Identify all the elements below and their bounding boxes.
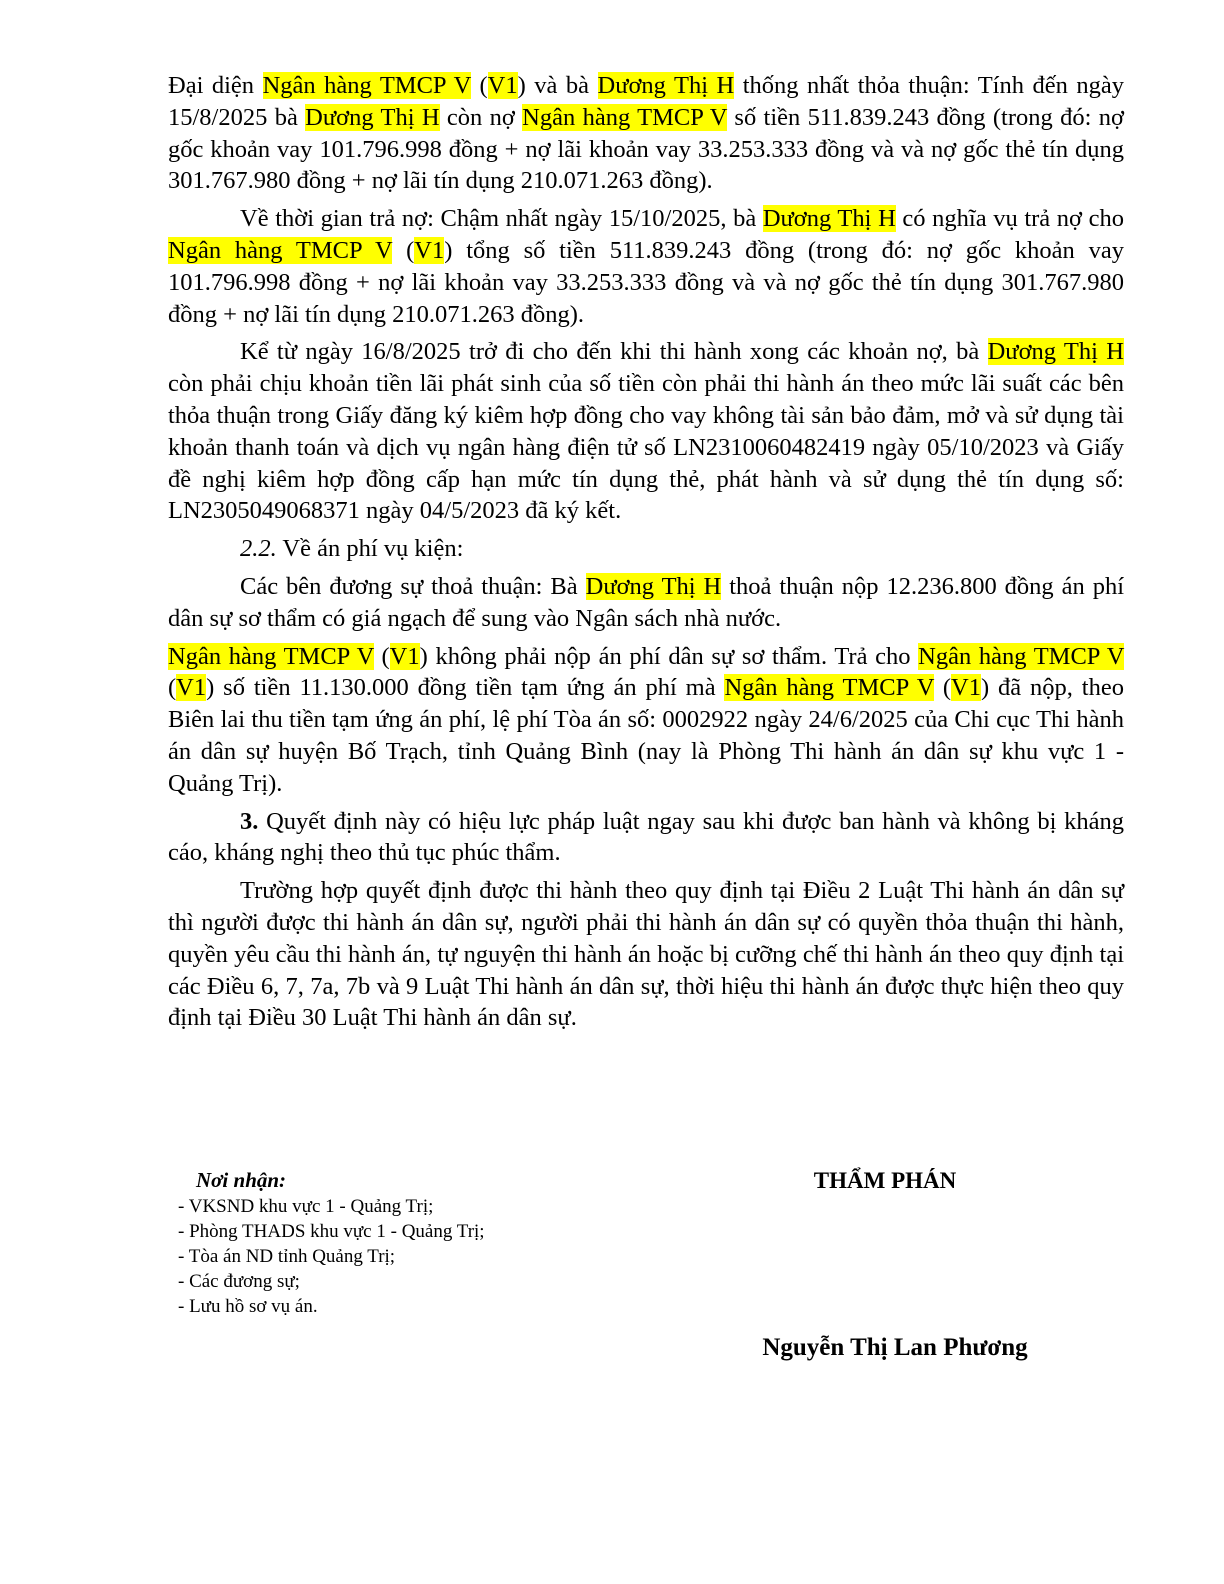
highlighted-text: V1 <box>176 674 207 702</box>
highlighted-text: Dương Thị H <box>585 572 722 600</box>
paragraph-text: Về thời gian trả nợ: Chậm nhất ngày 15/10/2025, bà <box>240 205 763 233</box>
paragraph <box>168 203 1124 330</box>
recipient-item: - Phòng THADS khu vực 1 - Quảng Trị; <box>178 1219 698 1244</box>
paragraph-text: Trường hợp quyết định được thi hành theo quy định tại Điều 2 Luật Thi hành án dân sự thì người được thi hành án dân sự, người phải thi hành án dân sự có quyền thỏa thuận thi hành, quyền yêu cầu thi hành án, tự nguyện thi hành án hoặc bị cưỡng chế thi hành án theo quy định tại các Điều 6, 7, 7a, 7b và 9 Luật Thi hành án dân sự, thời hiệu thi hành án được thực hiện theo quy định tại Điều 30 Luật Thi hành án dân sự. <box>168 877 1124 1032</box>
highlighted-text: Dương Thị H <box>305 103 440 131</box>
paragraph <box>168 571 1124 635</box>
highlighted-text: Ngân hàng TMCP V <box>724 674 934 702</box>
recipients-block <box>178 1166 698 1319</box>
paragraph-text: Đại diện <box>168 72 263 99</box>
highlighted-text: Ngân hàng TMCP V <box>168 642 374 670</box>
paragraph <box>168 806 1124 870</box>
highlighted-text: Ngân hàng TMCP V <box>262 72 471 99</box>
paragraph-text: Về án phí vụ kiện: <box>276 535 464 563</box>
paragraph-text: Các bên đương sự thoả thuận: Bà <box>240 572 586 600</box>
paragraph-text: ) và bà <box>517 72 598 99</box>
highlighted-text: V1 <box>487 72 518 99</box>
paragraph-text: còn nợ <box>439 103 523 131</box>
paragraph-text: 2.2. <box>240 535 277 563</box>
paragraph <box>168 641 1124 800</box>
paragraph-text: ) tổng số tiền 511.839.243 đồng (trong đó: nợ gốc khoản vay 101.796.998 đồng + nợ lãi khoản vay 33.253.333 đồng và và nợ gốc thẻ tín dụng 301.767.980 đồng + nợ lãi tín dụng 210.071.263 đồng). <box>168 236 1124 328</box>
paragraph-text: thống nhất thỏa thuận: Tính đến ngày 15/8/2025 bà <box>168 72 1124 131</box>
paragraph-text: ( <box>470 72 488 99</box>
judge-name: Nguyễn Thị Lan Phương <box>762 1334 1028 1361</box>
highlighted-text: V1 <box>389 642 420 670</box>
paragraph-text: ) không phải nộp án phí dân sự sơ thẩm. Trả cho <box>419 642 919 670</box>
highlighted-text: V1 <box>951 674 981 702</box>
highlighted-text: Dương Thị H <box>987 338 1124 366</box>
paragraph-text: có nghĩa vụ trả nợ cho <box>895 205 1124 233</box>
paragraph-text: còn phải chịu khoản tiền lãi phát sinh của số tiền còn phải thi hành án theo mức lãi suất các bên thỏa thuận trong Giấy đăng ký kiêm hợp đồng cho vay không tài sản bảo đảm, mở và sử dụng tài khoản thanh toán và dịch vụ ngân hàng điện tử số LN2310060482419 ngày 05/10/2023 và Giấy đề nghị kiêm hợp đồng cấp hạn mức tín dụng thẻ, phát hành và sử dụng thẻ tín dụng số: LN2305049068371 ngày 04/5/2023 đã ký kết. <box>168 370 1124 525</box>
highlighted-text: Dương Thị H <box>762 205 896 233</box>
paragraph <box>168 70 1124 197</box>
recipient-item: - Lưu hồ sơ vụ án. <box>178 1294 698 1319</box>
highlighted-text: V1 <box>414 236 445 264</box>
paragraph <box>168 875 1124 1034</box>
paragraph <box>168 533 1124 565</box>
paragraph-text: ( <box>373 642 390 670</box>
highlighted-text: Ngân hàng TMCP V <box>522 103 728 131</box>
paragraph-text: ) đã nộp, theo Biên lai thu tiền tạm ứng án phí, lệ phí Tòa án số: 0002922 ngày 24/6/2025 của Chi cục Thi hành án dân sự huyện Bố Trạch, tỉnh Quảng Bình (nay là Phòng Thi hành án dân sự khu vực 1 - Quảng Trị). <box>168 674 1124 797</box>
recipients-title: Nơi nhận: <box>196 1168 287 1192</box>
paragraph-text: ( <box>934 674 952 702</box>
paragraph-text: số tiền 511.839.243 đồng (trong đó: nợ gốc khoản vay 101.796.998 đồng + nợ lãi khoản vay 33.253.333 đồng và và nợ gốc thẻ tín dụng 301.767.980 đồng + nợ lãi tín dụng 210.071.263 đồng). <box>168 103 1124 195</box>
paragraph-text: 3. <box>240 807 259 835</box>
highlighted-text: Ngân hàng TMCP V <box>168 236 393 264</box>
highlighted-text: Ngân hàng TMCP V <box>918 642 1124 670</box>
paragraph-text: ( <box>392 236 415 264</box>
recipient-item: - VKSND khu vực 1 - Quảng Trị; <box>178 1194 698 1219</box>
highlighted-text: Dương Thị H <box>597 72 735 99</box>
judge-title: THẨM PHÁN <box>813 1168 957 1193</box>
paragraph-text: Quyết định này có hiệu lực pháp luật ngay sau khi được ban hành và không bị kháng cáo, kháng nghị theo thủ tục phúc thẩm. <box>168 807 1124 867</box>
paragraph-text: ) số tiền 11.130.000 đồng tiền tạm ứng án phí mà <box>206 674 725 702</box>
recipient-item: - Các đương sự; <box>178 1269 698 1294</box>
recipient-item: - Tòa án ND tỉnh Quảng Trị; <box>178 1244 698 1269</box>
paragraph-text: ( <box>168 674 177 702</box>
paragraph <box>168 336 1124 527</box>
recipients-list <box>178 1194 698 1319</box>
decision-body <box>168 70 1124 1040</box>
paragraph-text: thoả thuận nộp 12.236.800 đồng án phí dân sự sơ thẩm có giá ngạch để sung vào Ngân sách nhà nước. <box>168 572 1125 632</box>
paragraph-text: Kể từ ngày 16/8/2025 trở đi cho đến khi thi hành xong các khoản nợ, bà <box>240 338 988 366</box>
